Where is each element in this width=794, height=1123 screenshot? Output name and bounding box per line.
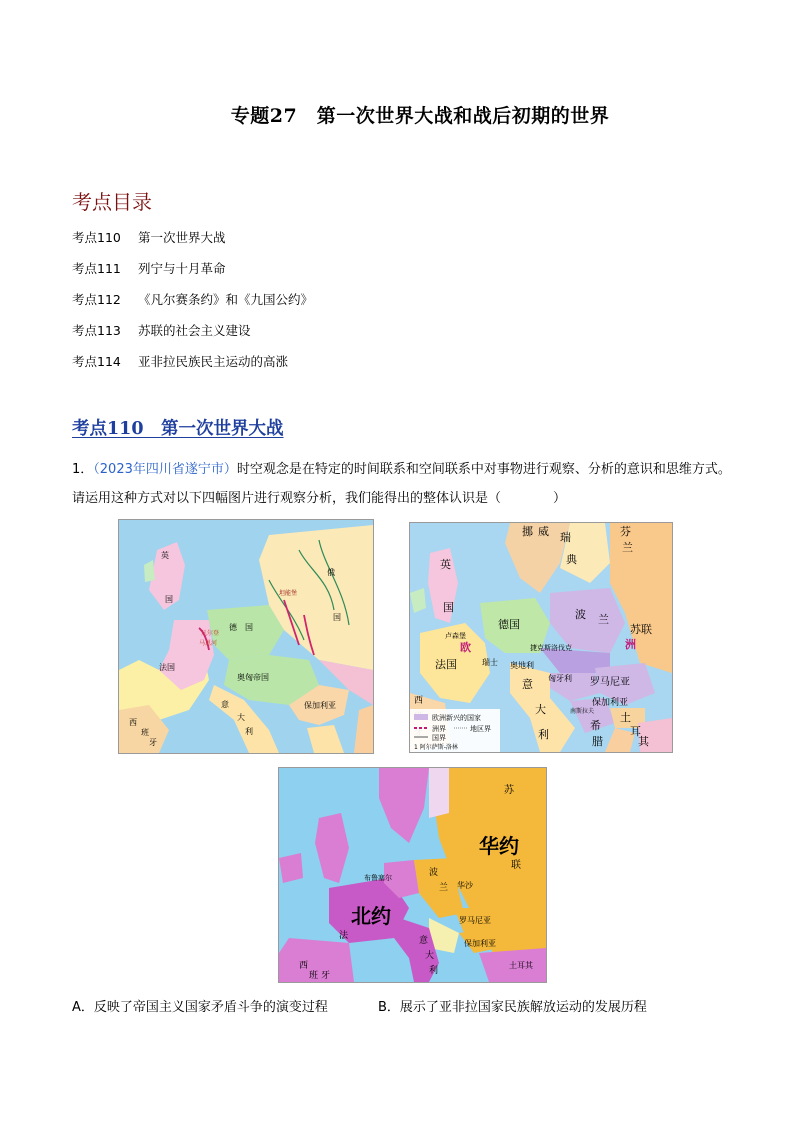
svg-text:坦能堡: 坦能堡 xyxy=(279,590,298,597)
map-wwi xyxy=(118,519,374,754)
svg-text:罗马尼亚: 罗马尼亚 xyxy=(459,916,491,925)
toc-item-number: 考点113 xyxy=(72,323,121,338)
svg-text:苏联: 苏联 xyxy=(630,623,652,636)
svg-text:土耳其: 土耳其 xyxy=(509,961,533,970)
svg-text:意: 意 xyxy=(221,700,229,709)
svg-text:国界: 国界 xyxy=(432,734,446,742)
svg-text:大: 大 xyxy=(535,703,546,716)
map-cold-war-europe xyxy=(278,767,547,983)
svg-text:华沙: 华沙 xyxy=(457,881,473,890)
svg-text:法国: 法国 xyxy=(435,658,457,671)
svg-text:利: 利 xyxy=(245,727,253,736)
svg-text:班: 班 xyxy=(141,728,149,737)
svg-text:威: 威 xyxy=(538,525,549,538)
svg-text:西: 西 xyxy=(299,961,309,971)
toc-item-number: 考点112 xyxy=(72,292,121,307)
page-title: 专题27 第一次世界大战和战后初期的世界 xyxy=(230,105,610,127)
svg-text:土: 土 xyxy=(620,711,631,724)
svg-text:德国: 德国 xyxy=(498,618,520,631)
svg-text:凡尔登: 凡尔登 xyxy=(201,630,220,637)
toc-item-text: 《凡尔赛条约》和《九国公约》 xyxy=(138,292,314,307)
svg-text:典: 典 xyxy=(566,553,577,566)
answer-options xyxy=(72,996,647,1015)
svg-text:法国: 法国 xyxy=(159,663,175,672)
svg-text:法: 法 xyxy=(339,931,349,941)
svg-text:欧: 欧 xyxy=(460,641,471,654)
svg-text:西: 西 xyxy=(129,718,137,727)
svg-text:布鲁塞尔: 布鲁塞尔 xyxy=(364,874,392,882)
svg-text:兰: 兰 xyxy=(439,883,449,893)
svg-text:意: 意 xyxy=(419,936,429,946)
svg-text:国: 国 xyxy=(245,623,253,632)
svg-text:保加利亚: 保加利亚 xyxy=(592,698,629,708)
question-number: 1． xyxy=(72,462,94,477)
option-b[interactable] xyxy=(378,996,647,1015)
svg-text:匈牙利: 匈牙利 xyxy=(548,674,572,683)
svg-text:兰: 兰 xyxy=(598,613,609,626)
svg-text:南斯拉夫: 南斯拉夫 xyxy=(570,708,595,715)
svg-text:保加利亚: 保加利亚 xyxy=(304,701,336,710)
svg-text:希: 希 xyxy=(590,719,601,732)
toc-item-number: 考点114 xyxy=(72,354,121,369)
svg-text:耳: 耳 xyxy=(630,725,641,738)
option-letter: B． xyxy=(378,1000,400,1015)
svg-text:牙: 牙 xyxy=(149,738,157,747)
svg-text:波: 波 xyxy=(429,868,439,878)
svg-text:地区界: 地区界 xyxy=(470,725,491,733)
svg-text:欧洲新兴的国家: 欧洲新兴的国家 xyxy=(432,714,481,722)
svg-text:兰: 兰 xyxy=(622,541,633,554)
toc-item[interactable] xyxy=(72,352,288,370)
svg-text:苏: 苏 xyxy=(504,785,514,796)
svg-text:1 阿尔萨斯-洛林: 1 阿尔萨斯-洛林 xyxy=(414,744,458,751)
question-1 xyxy=(72,455,732,513)
option-text: 反映了帝国主义国家矛盾斗争的演变过程 xyxy=(93,1000,328,1015)
question-text: 时空观念是在特定的时间联系和空间联系中对事物进行观察、分析的意识和思维方式。请运用这种方式对以下四幅图片进行观察分析，我们能得出的整体认识是（ ） xyxy=(72,462,731,506)
svg-text:其: 其 xyxy=(638,735,649,748)
svg-text:卢森堡: 卢森堡 xyxy=(445,632,466,640)
option-letter: A． xyxy=(72,1000,94,1015)
map-postwar-europe xyxy=(409,522,673,753)
svg-text:国: 国 xyxy=(165,595,173,604)
toc-item[interactable] xyxy=(72,259,226,277)
toc-item[interactable] xyxy=(72,321,251,339)
toc-item-number: 考点111 xyxy=(72,261,121,276)
svg-text:波: 波 xyxy=(575,608,586,621)
svg-text:保加利亚: 保加利亚 xyxy=(464,939,496,948)
svg-text:国: 国 xyxy=(443,601,454,614)
svg-text:奥地利: 奥地利 xyxy=(510,661,534,670)
svg-text:俄: 俄 xyxy=(327,568,335,577)
svg-text:奥匈帝国: 奥匈帝国 xyxy=(237,673,269,682)
svg-text:北约: 北约 xyxy=(351,904,391,928)
svg-text:捷克斯洛伐克: 捷克斯洛伐克 xyxy=(530,644,572,652)
svg-text:国: 国 xyxy=(333,613,341,622)
svg-text:德: 德 xyxy=(229,623,237,632)
svg-text:意: 意 xyxy=(522,678,533,691)
svg-text:瑞: 瑞 xyxy=(560,531,571,544)
question-source: （2023年四川省遂宁市） xyxy=(93,462,237,477)
toc-item-text: 第一次世界大战 xyxy=(138,230,226,245)
svg-text:洲界: 洲界 xyxy=(432,725,446,733)
svg-text:瑞士: 瑞士 xyxy=(482,658,498,667)
svg-text:马恩河: 马恩河 xyxy=(199,640,218,647)
svg-text:班: 班 xyxy=(309,971,319,981)
svg-text:洲: 洲 xyxy=(625,638,636,651)
svg-text:英: 英 xyxy=(440,558,451,571)
option-text: 展示了亚非拉国家民族解放运动的发展历程 xyxy=(399,1000,647,1015)
svg-text:罗马尼亚: 罗马尼亚 xyxy=(590,677,630,688)
svg-text:联: 联 xyxy=(511,860,521,871)
svg-text:英: 英 xyxy=(161,551,169,560)
toc-item-text: 亚非拉民族民主运动的高涨 xyxy=(138,354,289,369)
toc-item-text: 苏联的社会主义建设 xyxy=(138,323,251,338)
section-heading: 考点110 第一次世界大战 xyxy=(72,419,284,439)
svg-text:西: 西 xyxy=(414,696,424,706)
svg-text:华约: 华约 xyxy=(479,834,519,858)
svg-text:利: 利 xyxy=(429,966,439,976)
svg-text:利: 利 xyxy=(538,728,549,741)
svg-text:牙: 牙 xyxy=(321,971,331,981)
svg-text:芬: 芬 xyxy=(620,525,631,538)
toc-heading: 考点目录 xyxy=(72,190,152,214)
toc-item[interactable] xyxy=(72,290,313,308)
option-a[interactable] xyxy=(72,996,378,1015)
toc-item-text: 列宁与十月革命 xyxy=(138,261,226,276)
svg-text:大: 大 xyxy=(425,951,435,961)
toc-item[interactable] xyxy=(72,228,226,246)
svg-text:腊: 腊 xyxy=(592,735,603,748)
toc-item-number: 考点110 xyxy=(72,230,121,245)
svg-text:挪: 挪 xyxy=(522,525,533,538)
svg-text:大: 大 xyxy=(237,713,245,722)
